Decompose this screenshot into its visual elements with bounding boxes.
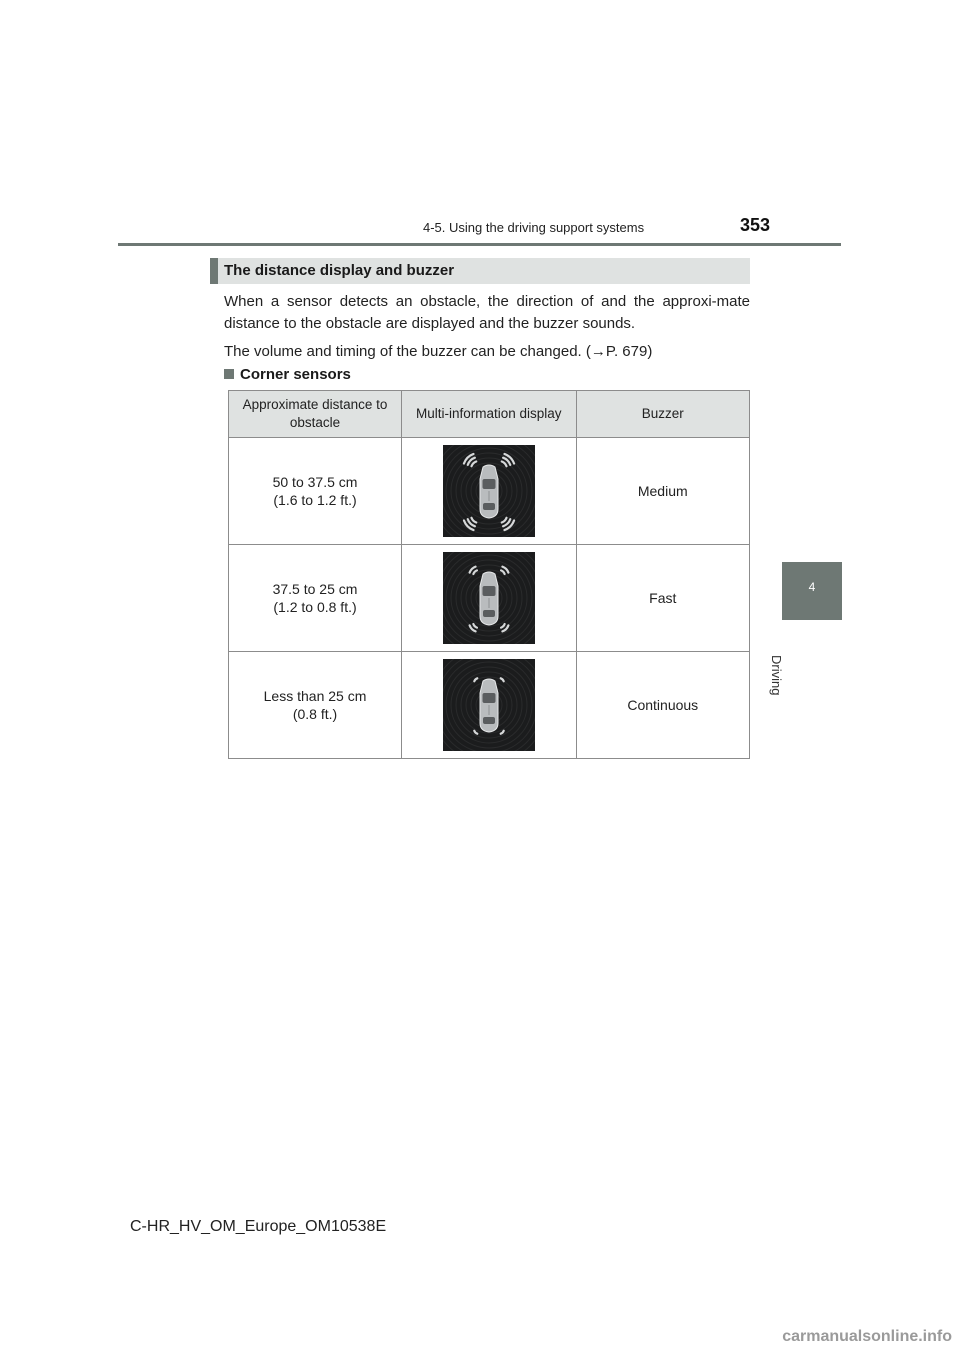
distance-value-imperial: (0.8 ft.) (292, 706, 338, 722)
buzzer-cell: Continuous (576, 652, 749, 759)
display-cell (402, 652, 577, 759)
body-paragraph: The volume and timing of the buzzer can be changed. (→P. 679) (224, 343, 653, 360)
running-header: 4-5. Using the driving support systems (423, 220, 645, 235)
parking-sensor-display-icon (443, 659, 535, 751)
distance-value-imperial: (1.2 to 0.8 ft.) (273, 599, 357, 615)
document-code: C-HR_HV_OM_Europe_OM10538E (130, 1218, 387, 1235)
square-bullet-icon (224, 369, 234, 379)
table-header-row (229, 391, 750, 438)
subheading-text: Corner sensors (240, 366, 351, 383)
distance-value-imperial: (1.6 to 1.2 ft.) (273, 492, 357, 508)
watermark[interactable]: carmanualsonline.info (782, 1328, 952, 1345)
distance-cell (229, 545, 402, 652)
column-header-display: Multi-information display (402, 391, 577, 438)
distance-value: 37.5 to 25 cm (272, 581, 358, 597)
subheading (224, 366, 351, 383)
display-cell (402, 438, 577, 545)
buzzer-cell: Medium (576, 438, 749, 545)
table-row (229, 438, 750, 545)
column-header-buzzer: Buzzer (576, 391, 749, 438)
section-heading-accent (210, 258, 218, 284)
chapter-number: 4 (808, 580, 816, 594)
section-title: The distance display and buzzer (224, 262, 455, 279)
chapter-label: Driving (769, 655, 784, 696)
table-row (229, 652, 750, 759)
buzzer-cell: Fast (576, 545, 749, 652)
distance-value: 50 to 37.5 cm (272, 474, 358, 490)
sensor-table (228, 390, 750, 759)
display-cell (402, 545, 577, 652)
distance-cell (229, 652, 402, 759)
header-divider (118, 243, 841, 246)
parking-sensor-display-icon (443, 552, 535, 644)
column-header-distance: Approximate distance to obstacle (229, 391, 402, 438)
parking-sensor-display-icon (443, 445, 535, 537)
distance-cell (229, 438, 402, 545)
body-paragraph: When a sensor detects an obstacle, the direction of and the approxi-mate distance to the obstacle are displayed and the buzzer sounds. (224, 293, 750, 332)
table-row (229, 545, 750, 652)
distance-value: Less than 25 cm (263, 688, 367, 704)
chapter-tab[interactable] (782, 562, 842, 620)
page-number: 353 (740, 215, 771, 235)
section-heading-bar (210, 258, 750, 284)
